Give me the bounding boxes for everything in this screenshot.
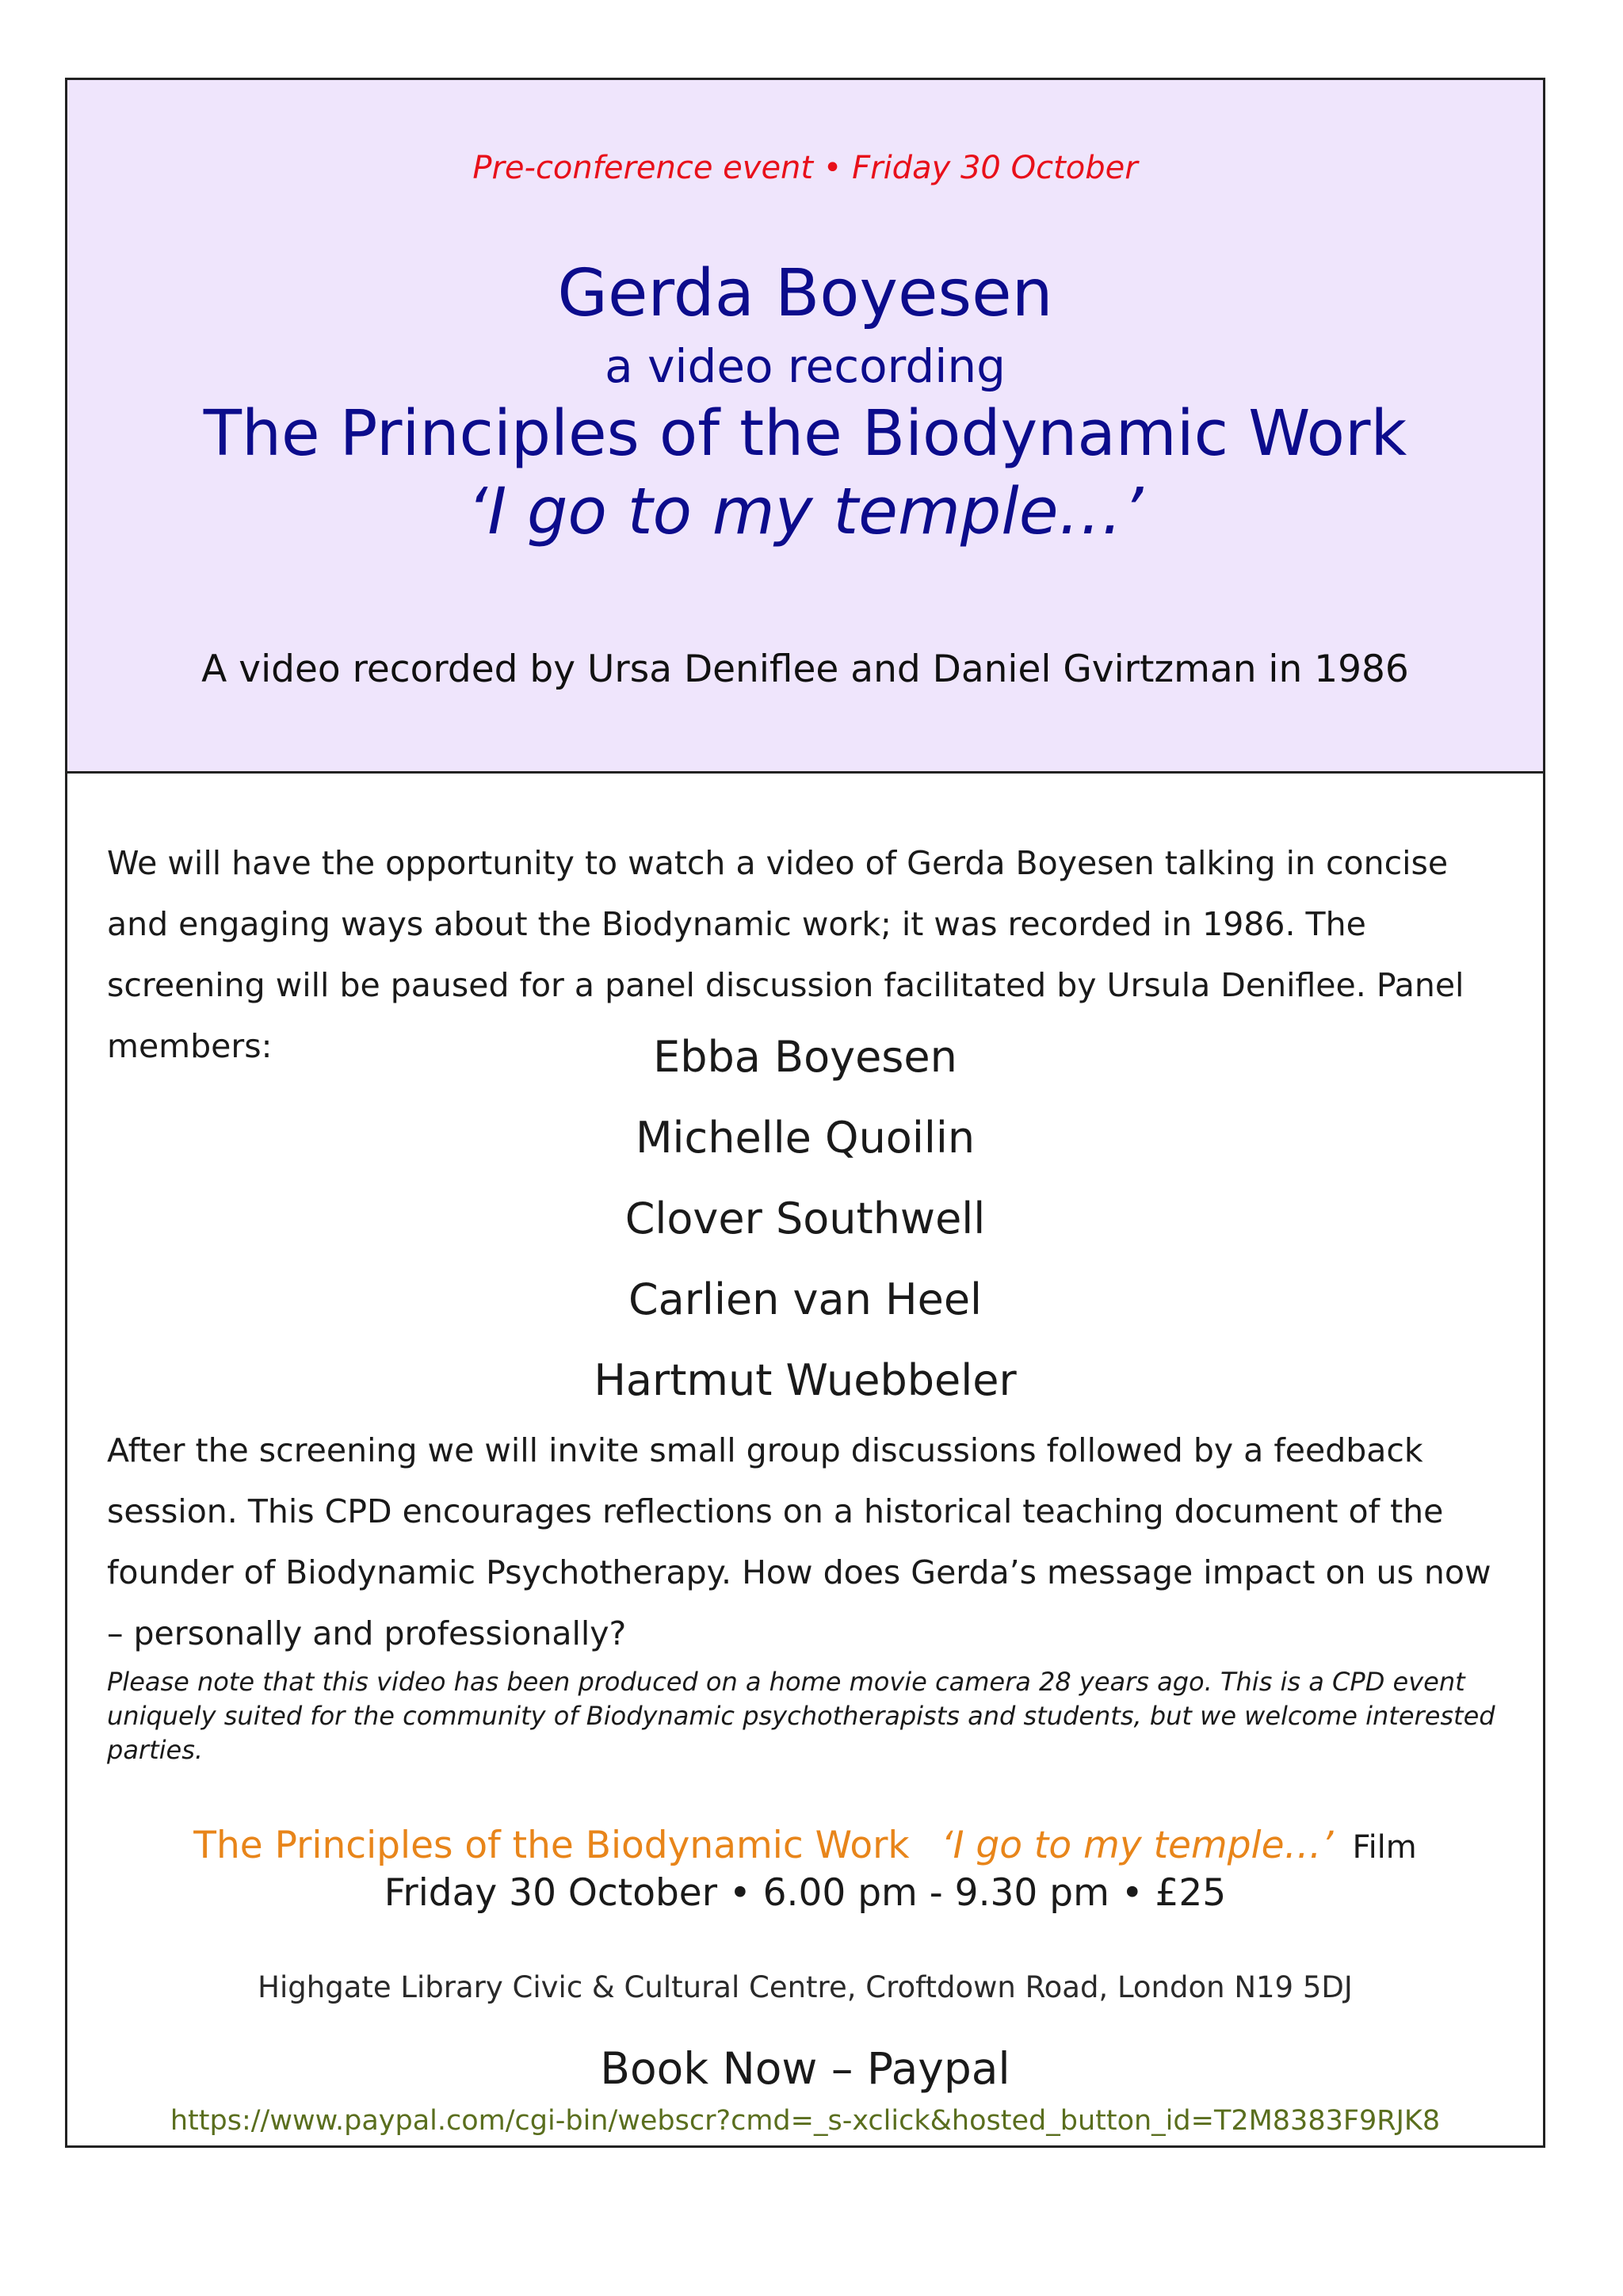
- event-summary-quote: ‘I go to my temple…’: [941, 1824, 1334, 1867]
- header-panel: [67, 80, 1543, 774]
- event-summary-line: [67, 1824, 1543, 1867]
- after-paragraph: After the screening we will invite small group discussions followed by a feedback session. This CPD encourages reflections on a historical teaching document of the founder of Biodynamic Psychotherapy. How does Gerda’s message impact on us now – personally and professionally?: [107, 1431, 1491, 1652]
- event-type-label: Film: [1352, 1829, 1417, 1866]
- byline: A video recorded by Ursa Deniflee and Daniel Gvirtzman in 1986: [201, 648, 1409, 691]
- panel-member: Clover Southwell: [624, 1194, 986, 1244]
- panel-members-list: [67, 1017, 1543, 1421]
- book-now-heading: Book Now – Paypal: [600, 2043, 1010, 2094]
- intro-paragraph: We will have the opportunity to watch a video of Gerda Boyesen talking in concise and engaging ways about the Biodynamic work; it was recorded in 1986. The screening will be paused for a panel discussion facilitated by Ursula Deniflee. Panel members:: [107, 844, 1465, 1065]
- paypal-link[interactable]: https://www.paypal.com/cgi-bin/webscr?cmd=_s-xclick&hosted_button_id=T2M8383F9RJK8: [170, 2105, 1441, 2137]
- speaker-name: Gerda Boyesen: [557, 256, 1053, 331]
- event-quote: ‘I go to my temple…’: [467, 475, 1144, 549]
- panel-member: Carlien van Heel: [628, 1274, 983, 1324]
- panel-member: Michelle Quoilin: [635, 1113, 976, 1163]
- panel-member: Hartmut Wuebbeler: [594, 1355, 1017, 1405]
- event-summary-title: The Principles of the Biodynamic Work: [193, 1824, 910, 1867]
- event-subtitle: a video recording: [605, 339, 1006, 393]
- venue-address: Highgate Library Civic & Cultural Centre, Croftdown Road, London N19 5DJ: [258, 1970, 1353, 2004]
- panel-member: Ebba Boyesen: [653, 1032, 957, 1082]
- flyer-frame: [65, 78, 1545, 2148]
- event-date-time-price: Friday 30 October • 6.00 pm - 9.30 pm • £25: [384, 1871, 1227, 1915]
- event-title: The Principles of the Biodynamic Work: [203, 397, 1407, 470]
- note-paragraph: Please note that this video has been produced on a home movie camera 28 years ago. This is a CPD event uniquely suited for the community of Biodynamic psychotherapists and students, but we welcome interested parties.: [107, 1667, 1495, 1765]
- pre-event-label: Pre-conference event • Friday 30 October: [472, 150, 1138, 186]
